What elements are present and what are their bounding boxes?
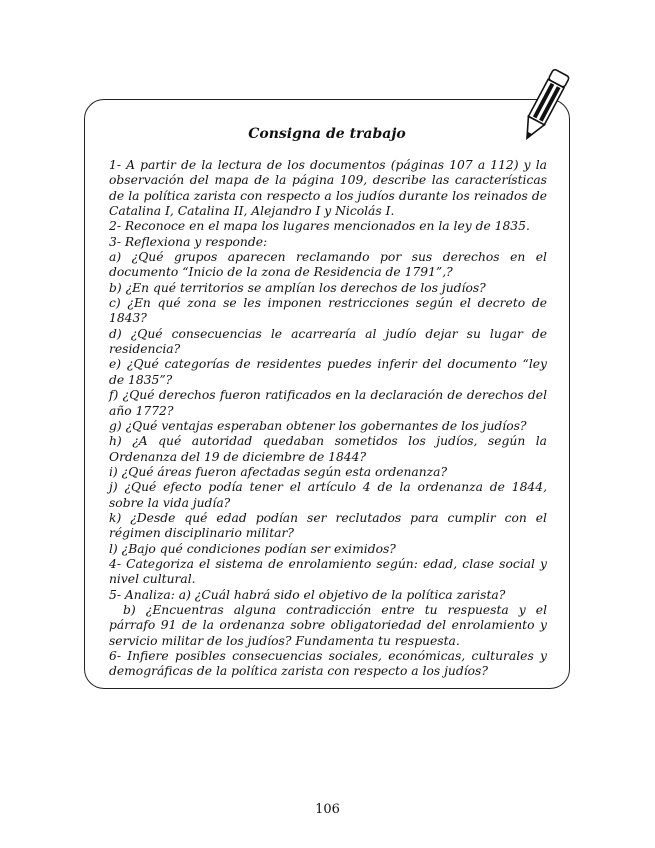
instructions-list [109, 158, 547, 680]
item-3g: g) ¿Qué ventajas esperaban obtener los gobernantes de los judíos? [109, 418, 527, 433]
item-3j: j) ¿Qué efecto podía tener el artículo 4 de la ordenanza de 1844, sobre la vida judía? [109, 480, 547, 510]
item-2: 2- Reconoce en el mapa los lugares mencionados en la ley de 1835. [109, 219, 530, 234]
item-3: 3- Reflexiona y responde: [109, 234, 268, 249]
page-title: Consigna de trabajo [248, 126, 406, 142]
item-3d: d) ¿Qué consecuencias le acarrearía al judío dejar su lugar de residencia? [109, 326, 547, 357]
item-6: 6- Infiere posibles consecuencias sociales, económicas, culturales y demográficas de la política zarista con respecto a los judíos? [109, 649, 547, 679]
item-3l: l) ¿Bajo qué condiciones podían ser eximidos? [109, 541, 396, 556]
item-3k: k) ¿Desde qué edad podían ser reclutados para cumplir con el régimen disciplinario militar? [109, 510, 547, 541]
item-3c: c) ¿En qué zona se les imponen restricciones según el decreto de 1843? [109, 296, 547, 326]
item-5a: 5- Analiza: a) ¿Cuál habrá sido el objetivo de la política zarista? [109, 587, 506, 602]
item-5b: b) ¿Encuentras alguna contradicción entre tu respuesta y el párrafo 91 de la ordenanza sobre obligatoriedad del enrolamiento y servicio militar de los judíos? Fundamenta tu respuesta. [109, 602, 547, 648]
item-3i: i) ¿Qué áreas fueron afectadas según esta ordenanza? [109, 464, 448, 479]
page-number: 106 [315, 802, 340, 817]
item-3h: h) ¿A qué autoridad quedaban sometidos los judíos, según la Ordenanza del 19 de diciembre de 1844? [109, 434, 547, 464]
item-3b: b) ¿En qué territorios se amplían los derechos de los judíos? [109, 280, 486, 295]
item-3a: a) ¿Qué grupos aparecen reclamando por sus derechos en el documento “Inicio de la zona de Residencia de 1791”,? [109, 250, 547, 280]
item-3e: e) ¿Qué categorías de residentes puedes inferir del documento “ley de 1835”? [109, 357, 547, 387]
item-1: 1- A partir de la lectura de los documentos (páginas 107 a 112) y la observación del mapa de la página 109, describe las características de la política zarista con respecto a los judíos durante los reinados de Catalina I, Catalina II, Alejandro I y Nicolás I. [109, 158, 547, 219]
item-4: 4- Categoriza el sistema de enrolamiento según: edad, clase social y nivel cultural. [109, 556, 547, 587]
item-3f: f) ¿Qué derechos fueron ratificados en la declaración de derechos del año 1772? [109, 388, 547, 418]
